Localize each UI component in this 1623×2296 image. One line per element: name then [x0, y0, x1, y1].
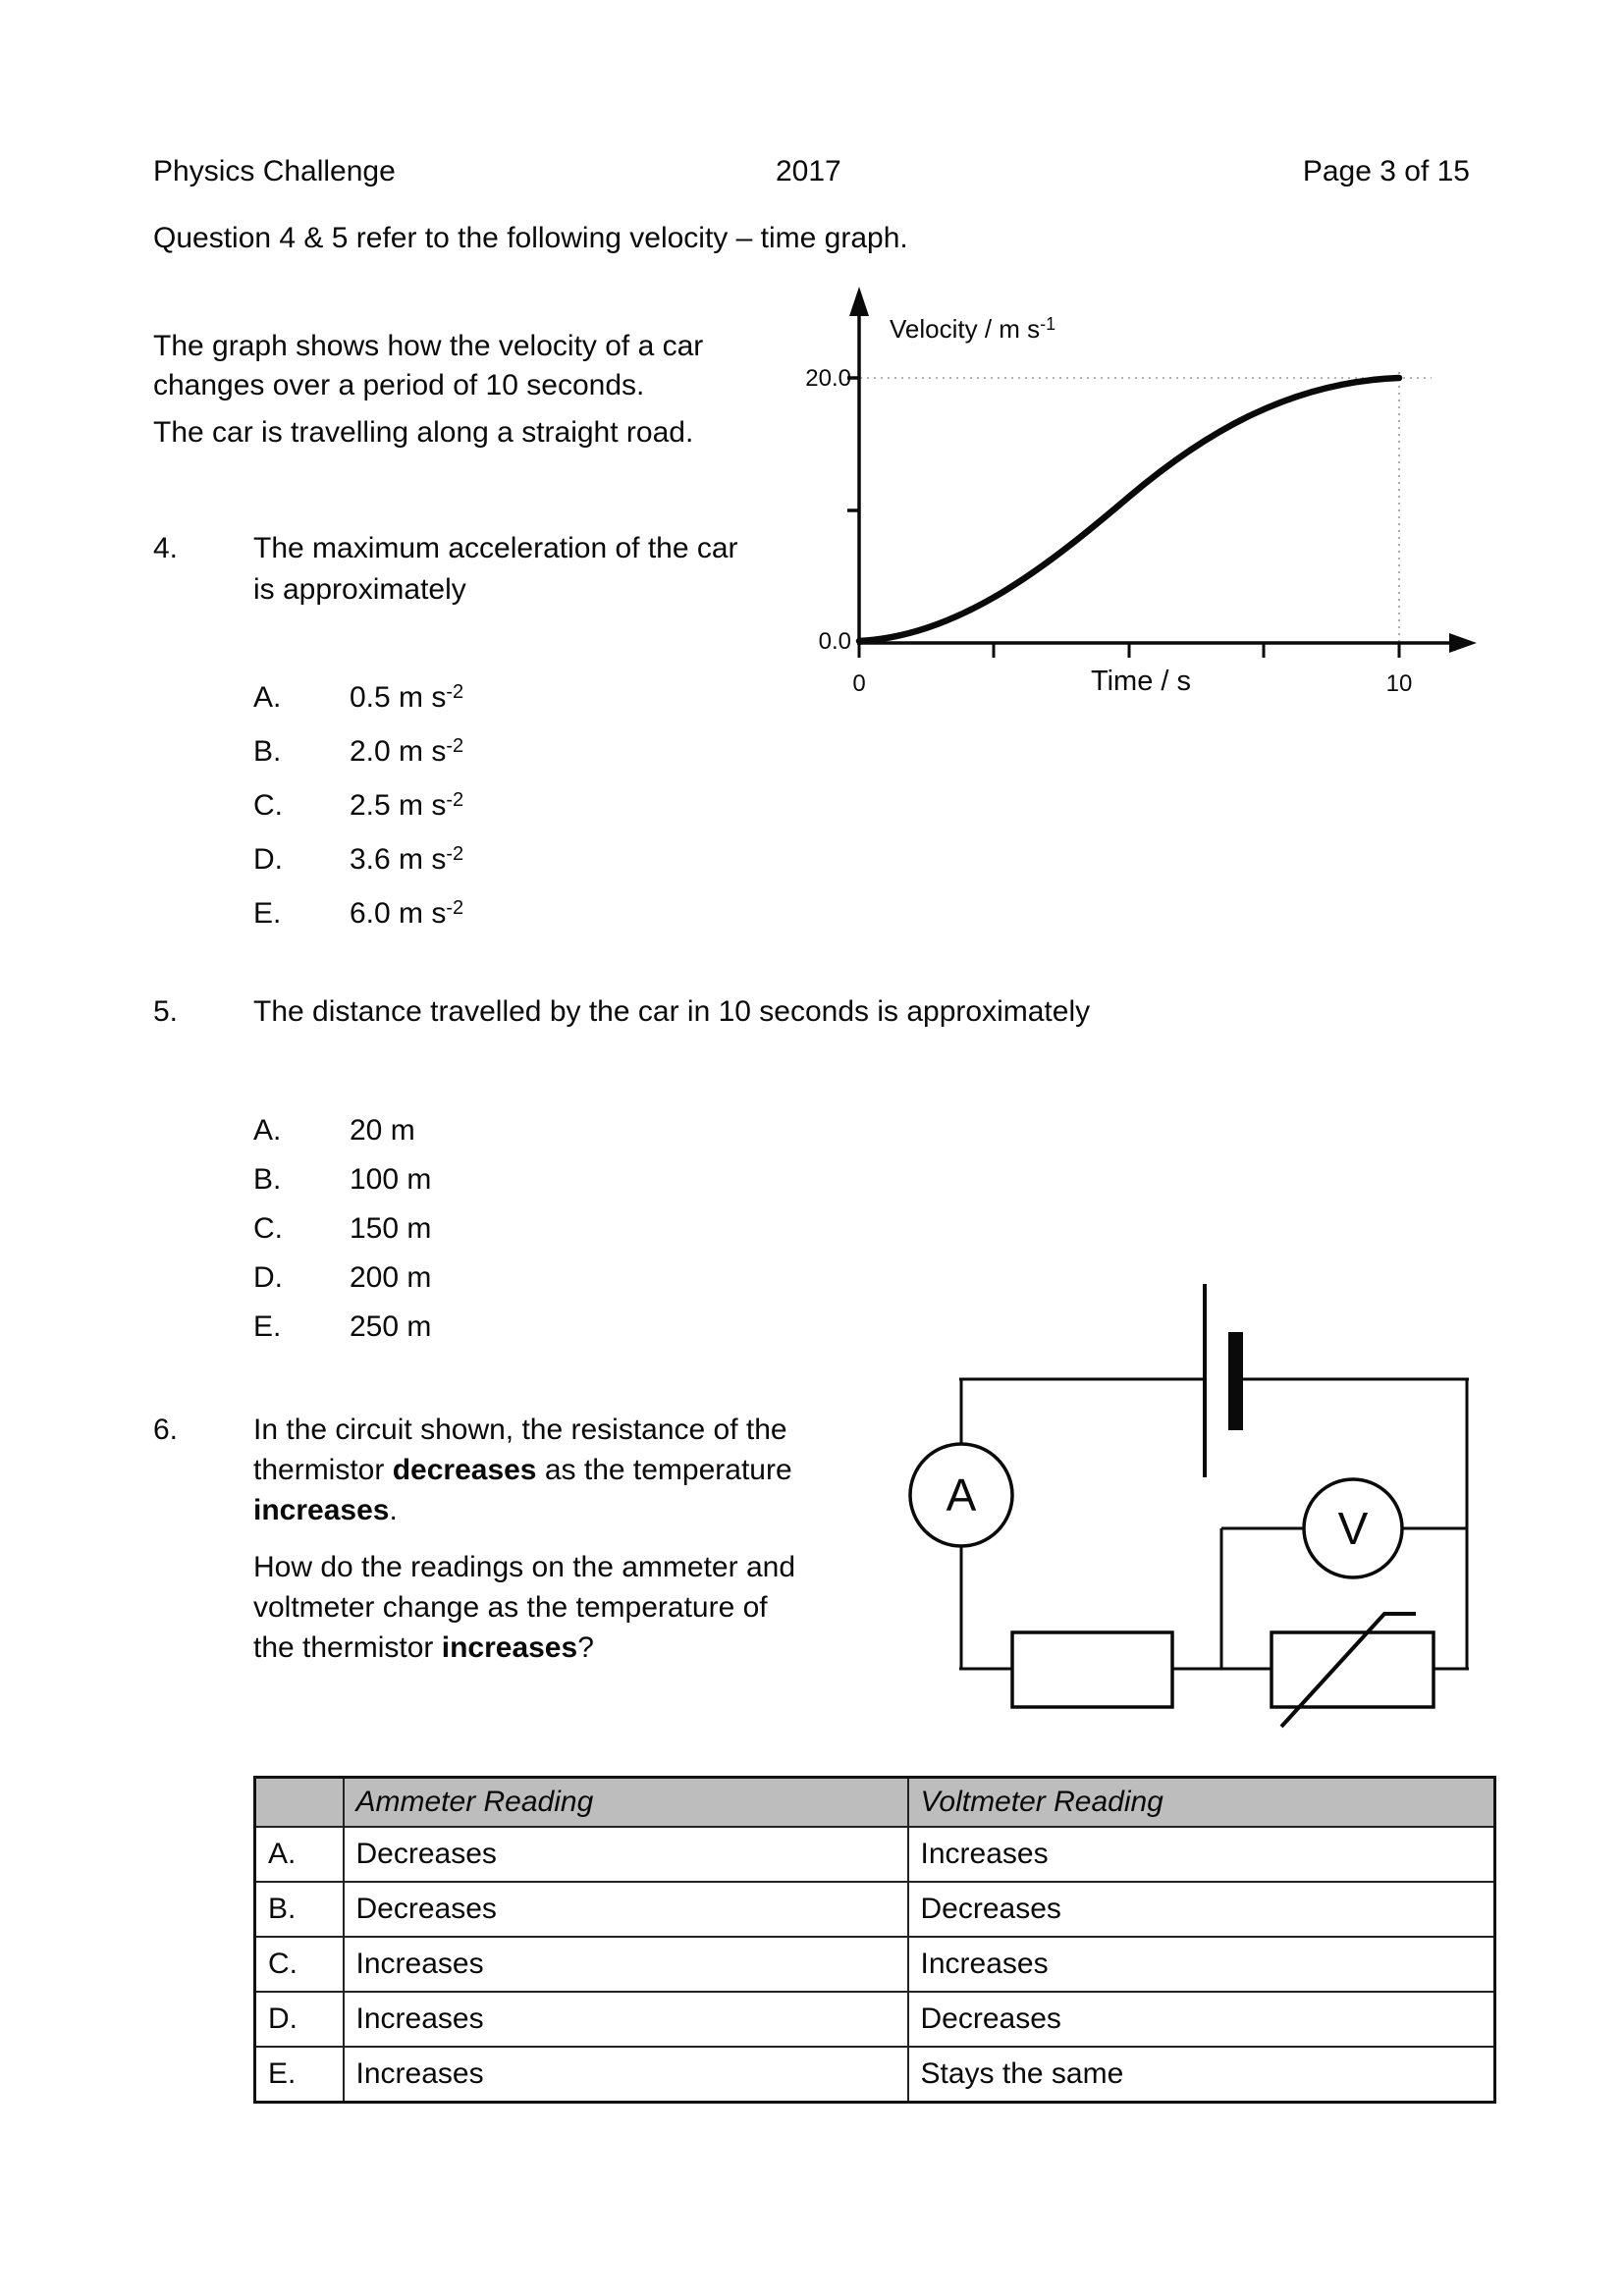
velocity-time-graph — [795, 285, 1483, 707]
q4-option-b — [253, 735, 463, 772]
row-a-letter: A. — [255, 1827, 344, 1882]
row-d-letter: D. — [255, 1992, 344, 2047]
x-axis-label: Time / s — [1090, 666, 1192, 697]
q4-option-b-letter: B. — [253, 735, 282, 768]
q4-option-d-letter: D. — [253, 843, 283, 876]
velocity-curve — [859, 378, 1399, 641]
q5-option-e-letter: E. — [253, 1310, 282, 1343]
q4-option-d — [253, 843, 463, 880]
q5-option-a — [253, 1114, 415, 1148]
q6-text-line-4: How do the readings on the ammeter and — [253, 1551, 795, 1583]
intro-line-2: changes over a period of 10 seconds. — [153, 369, 645, 401]
y-axis-arrow — [849, 287, 869, 316]
table-row-b — [255, 1882, 1495, 1937]
q4-option-a-sup: -2 — [446, 681, 464, 703]
q5-option-c-letter: C. — [253, 1212, 283, 1245]
battery-cell — [1205, 1284, 1243, 1477]
q6-l2-normal-2: as the temperature — [536, 1454, 792, 1486]
q6-text-line-1: In the circuit shown, the resistance of the — [253, 1414, 787, 1446]
q4-option-b-value: 2.0 m s — [350, 735, 447, 768]
header-blank-cell — [255, 1778, 344, 1828]
row-e-letter: E. — [255, 2047, 344, 2103]
q4-option-c-letter: C. — [253, 789, 283, 822]
thermistor-body — [1271, 1632, 1434, 1707]
q5-option-a-value: 20 m — [350, 1114, 415, 1147]
x-tick-label-0: 0 — [852, 670, 866, 697]
q4-option-e — [253, 897, 463, 934]
q4-option-a-value: 0.5 m s — [350, 681, 447, 714]
q4-option-e-value: 6.0 m s — [350, 897, 447, 930]
q5-option-e-value: 250 m — [350, 1310, 432, 1343]
header-doc-title: Physics Challenge — [153, 155, 396, 187]
table-row-e — [255, 2047, 1495, 2103]
row-d-ammeter: Increases — [344, 1992, 908, 2047]
y-axis-label — [890, 314, 1055, 345]
q4-option-c-value: 2.5 m s — [350, 789, 447, 822]
q4-option-e-sup: -2 — [446, 897, 464, 919]
battery-short-plate — [1228, 1332, 1243, 1430]
q6-l6-normal: the thermistor — [253, 1631, 442, 1664]
q6-text-line-3 — [253, 1494, 398, 1527]
row-d-voltmeter: Decreases — [908, 1992, 1495, 2047]
q6-text-line-5: voltmeter change as the temperature of — [253, 1591, 768, 1624]
header-voltmeter-cell: Voltmeter Reading — [908, 1778, 1495, 1828]
circuit-diagram — [884, 1256, 1512, 1747]
voltmeter — [1304, 1479, 1402, 1577]
question-group-title: Question 4 & 5 refer to the following velocity – time graph. — [153, 222, 908, 254]
row-b-voltmeter: Decreases — [908, 1882, 1495, 1937]
header-year: 2017 — [776, 155, 841, 187]
x-axis-arrow — [1449, 633, 1477, 653]
q5-number: 5. — [153, 995, 179, 1028]
answer-table-header-row — [255, 1778, 1495, 1828]
y-axis-label-sup: -1 — [1040, 313, 1056, 334]
q4-option-e-letter: E. — [253, 897, 282, 930]
q5-option-b — [253, 1163, 431, 1197]
row-a-voltmeter: Increases — [908, 1827, 1495, 1882]
row-e-voltmeter: Stays the same — [908, 2047, 1495, 2103]
y-axis-label-base: Velocity / m s — [890, 314, 1041, 344]
q6-l6-qmark: ? — [577, 1631, 594, 1664]
q4-option-c — [253, 789, 463, 826]
ammeter-label: A — [946, 1469, 977, 1521]
q5-option-c-value: 150 m — [350, 1212, 432, 1245]
row-c-voltmeter: Increases — [908, 1937, 1495, 1992]
ammeter — [910, 1444, 1012, 1546]
q4-text-line-2: is approximately — [253, 573, 466, 606]
voltmeter-label: V — [1337, 1503, 1369, 1554]
q5-option-c — [253, 1212, 431, 1246]
header-ammeter-cell: Ammeter Reading — [344, 1778, 908, 1828]
row-c-letter: C. — [255, 1937, 344, 1992]
row-c-ammeter: Increases — [344, 1937, 908, 1992]
q4-number: 4. — [153, 532, 179, 564]
y-tick-label-20: 20.0 — [805, 365, 851, 392]
q6-number: 6. — [153, 1414, 179, 1446]
q6-l3-period: . — [389, 1494, 398, 1526]
intro-line-1: The graph shows how the velocity of a car — [153, 330, 704, 362]
q6-l3-bold-increases: increases — [253, 1494, 390, 1526]
q6-text-line-2 — [253, 1454, 792, 1487]
q5-option-d — [253, 1261, 431, 1295]
q6-l2-normal: thermistor — [253, 1454, 393, 1486]
table-row-d — [255, 1992, 1495, 2047]
q5-option-a-letter: A. — [253, 1114, 282, 1147]
q4-text-line-1: The maximum acceleration of the car — [253, 532, 738, 564]
y-tick-label-0: 0.0 — [818, 628, 851, 655]
row-b-letter: B. — [255, 1882, 344, 1937]
answer-table — [253, 1776, 1496, 2104]
q4-option-a — [253, 681, 463, 718]
table-row-c — [255, 1937, 1495, 1992]
q4-option-c-sup: -2 — [446, 789, 464, 811]
x-tick-label-10: 10 — [1385, 670, 1413, 697]
q6-l2-bold-decreases: decreases — [392, 1454, 537, 1486]
q4-option-d-value: 3.6 m s — [350, 843, 447, 876]
q4-option-d-sup: -2 — [446, 843, 464, 865]
resistor — [1012, 1632, 1172, 1707]
row-b-ammeter: Decreases — [344, 1882, 908, 1937]
q5-option-d-value: 200 m — [350, 1261, 432, 1294]
q5-option-e — [253, 1310, 431, 1344]
q5-text: The distance travelled by the car in 10 seconds is approximately — [253, 995, 1091, 1028]
q6-l6-bold-increases: increases — [441, 1631, 578, 1664]
q4-option-a-letter: A. — [253, 681, 282, 714]
intro-line-3: The car is travelling along a straight road. — [153, 416, 694, 449]
row-a-ammeter: Decreases — [344, 1827, 908, 1882]
thermistor — [1271, 1614, 1434, 1727]
q5-option-b-value: 100 m — [350, 1163, 432, 1196]
q5-option-b-letter: B. — [253, 1163, 282, 1196]
q5-option-d-letter: D. — [253, 1261, 283, 1294]
q6-text-line-6 — [253, 1631, 594, 1665]
header-page-number: Page 3 of 15 — [1302, 155, 1470, 187]
row-e-ammeter: Increases — [344, 2047, 908, 2103]
table-row-a — [255, 1827, 1495, 1882]
q4-option-b-sup: -2 — [446, 735, 464, 757]
